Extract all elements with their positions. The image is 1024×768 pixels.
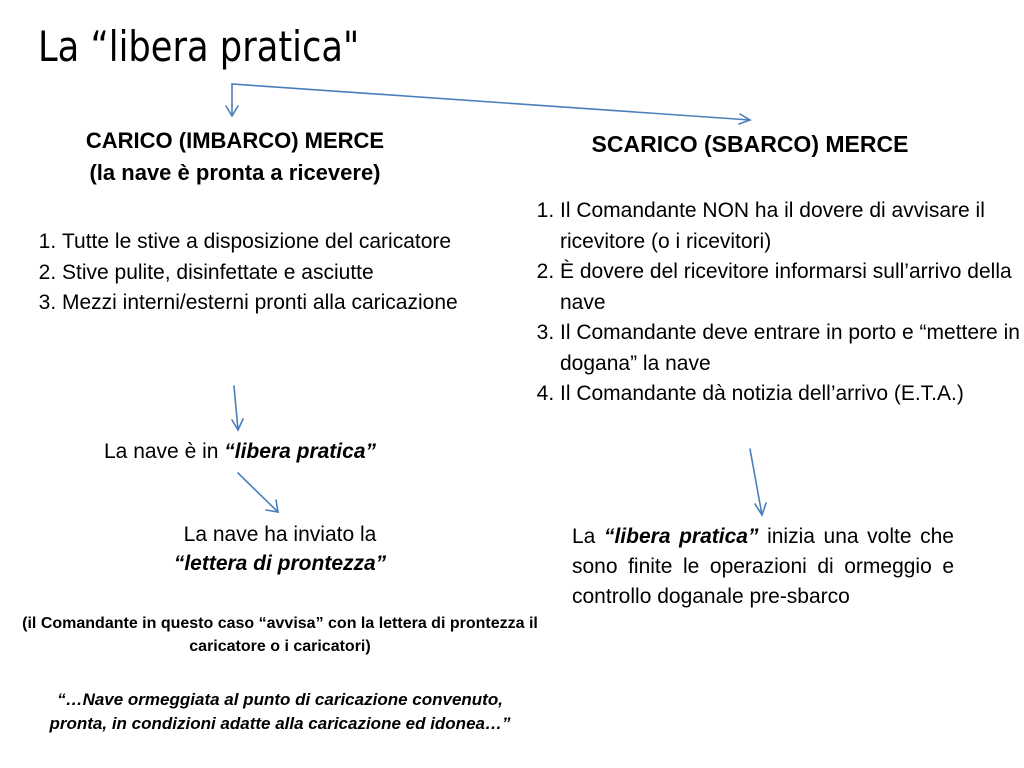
left-heading-arrowhead bbox=[226, 106, 238, 116]
right-list bbox=[520, 196, 1020, 410]
down-arrow-right-note-head bbox=[755, 503, 766, 515]
list-item: 3. Il Comandante deve entrare in porto e “mettere in dogana” la nave bbox=[560, 318, 1020, 379]
right-note-emphasis: “libera pratica” bbox=[603, 525, 759, 548]
list-item: 4. Il Comandante dà notizia dell’arrivo (E.T.A.) bbox=[560, 379, 1020, 410]
libera-pratica-prefix: La nave è in bbox=[104, 440, 225, 463]
libera-pratica-statement bbox=[30, 440, 450, 464]
left-list bbox=[22, 227, 502, 319]
list-item: 1. Il Comandante NON ha il dovere di avvisare il ricevitore (o i ricevitori) bbox=[560, 196, 1020, 257]
down-arrow-libera-pratica-head bbox=[232, 419, 243, 430]
list-item: 3. Mezzi interni/esterni pronti alla caricazione bbox=[62, 288, 502, 319]
quote-note: “…Nave ormeggiata al punto di caricazione convenuto, pronta, in condizioni adatte alla caricazione ed idonea…” bbox=[49, 690, 511, 733]
left-heading-line1: CARICO (IMBARCO) MERCE bbox=[85, 128, 385, 153]
right-note-suffix: inizia una volte che sono finite le operazioni di ormeggio e controllo doganale pre-sbarco bbox=[572, 525, 954, 608]
down-arrow-right-note bbox=[750, 449, 762, 515]
down-arrow-libera-pratica bbox=[234, 386, 238, 430]
list-item: 2. È dovere del ricevitore informarsi sull’arrivo della nave bbox=[560, 257, 1020, 318]
right-heading-arrowhead bbox=[739, 114, 750, 124]
libera-pratica-emphasis: “libera pratica” bbox=[224, 440, 376, 463]
left-heading bbox=[30, 125, 440, 189]
list-item: 1. Tutte le stive a disposizione del caricatore bbox=[62, 227, 502, 258]
lettera-line1: La nave ha inviato la bbox=[183, 523, 377, 546]
slide-title: La “libera pratica" bbox=[38, 22, 360, 71]
lettera-prontezza-block bbox=[80, 520, 480, 578]
split-connector-line bbox=[232, 84, 750, 120]
diag-arrow-lettera-head bbox=[266, 500, 278, 512]
right-note bbox=[572, 522, 954, 612]
list-item: 2. Stive pulite, disinfettate e asciutte bbox=[62, 258, 502, 289]
right-note-prefix: La bbox=[572, 525, 604, 548]
left-heading-line2: (la nave è pronta a ricevere) bbox=[89, 160, 381, 185]
right-heading: SCARICO (SBARCO) MERCE bbox=[591, 131, 909, 157]
diag-arrow-lettera bbox=[238, 473, 278, 512]
lettera-line2: “lettera di prontezza” bbox=[173, 552, 387, 575]
comandante-note: (il Comandante in questo caso “avvisa” con la lettera di prontezza il caricatore o i caricatori) bbox=[22, 615, 538, 655]
